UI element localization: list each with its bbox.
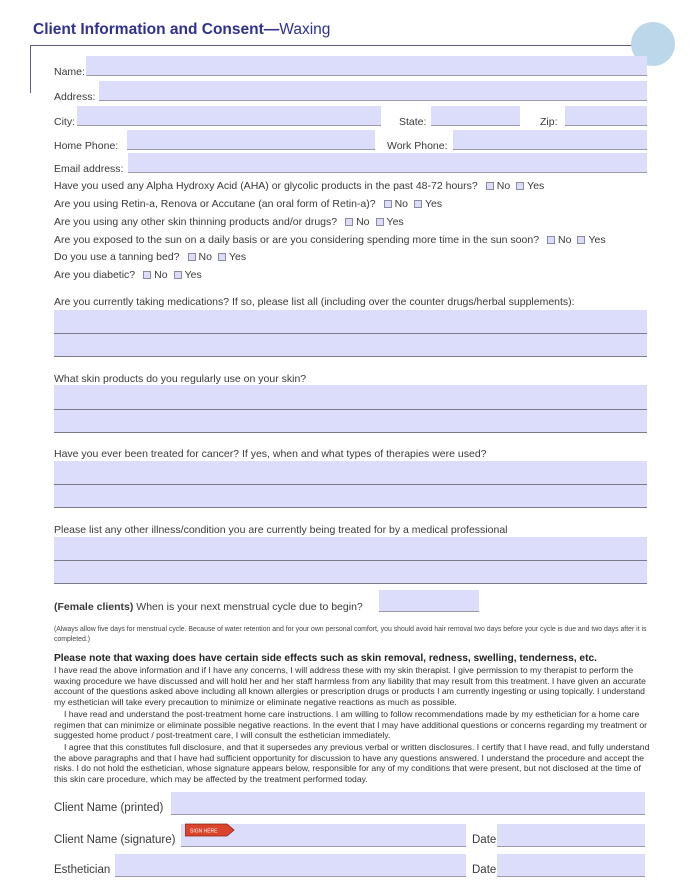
no-checkbox[interactable]	[345, 218, 353, 226]
question-retin-a	[54, 198, 446, 210]
yes-checkbox[interactable]	[516, 182, 524, 190]
illness-prompt: Please list any other illness/condition you are currently being treated for by a medical professional	[54, 524, 508, 536]
cancer-line-2	[54, 507, 647, 508]
illness-line-1	[54, 560, 647, 561]
female-clients-label	[54, 601, 363, 613]
home-phone-field[interactable]	[127, 130, 375, 150]
question-aha	[54, 180, 548, 192]
yes-label: Yes	[184, 269, 202, 281]
yes-checkbox[interactable]	[376, 218, 384, 226]
zip-label: Zip:	[540, 116, 558, 128]
no-label: No	[558, 234, 572, 246]
yes-label: Yes	[527, 180, 545, 192]
state-field[interactable]	[431, 106, 520, 126]
no-checkbox[interactable]	[143, 271, 151, 279]
question-text: Are you exposed to the sun on a daily basis or are you considering spending more time in the sun soon?	[54, 234, 540, 246]
female-clients-bold: (Female clients)	[54, 601, 134, 613]
zip-field[interactable]	[565, 106, 647, 126]
cancer-prompt: Have you ever been treated for cancer? If yes, when and what types of therapies were used?	[54, 448, 487, 460]
medications-line-2	[54, 356, 647, 357]
esthetician-field[interactable]	[115, 854, 466, 877]
form-title-sub: Waxing	[279, 21, 331, 38]
no-label: No	[154, 269, 168, 281]
medications-line-1	[54, 333, 647, 334]
name-field[interactable]	[86, 56, 647, 76]
yes-checkbox[interactable]	[218, 253, 226, 261]
consent-paragraph-3: I agree that this constitutes full disclosure, and that it supersedes any previous verbal or written disclosures. I certify that I have read, and fully understand the above paragraphs and that I have had sufficient opportunity for discussion to have any questions answered. I understand the procedure and accept the risks. I do not hold the esthetician, whose signature appears below, responsible for any of my conditions that were present, but not disclosed at the time of this skin care procedure, which may be affected by the treatment performed today.	[54, 742, 650, 784]
female-clients-question: When is your next menstrual cycle due to begin?	[136, 601, 363, 613]
sign-here-flag-icon	[185, 823, 235, 837]
skin-products-line-2	[54, 432, 647, 433]
no-label: No	[198, 251, 212, 263]
consent-paragraph-1: I have read the above information and if I have any concerns, I will address these with my skin therapist. I give permission to my therapist to perform the waxing procedure we have discussed and will hold her and her staff harmless from any liability that may result from this treatment. I have given an accurate account of the questions asked above including all known allergies or prescription drugs or products I am currently ingesting or using topically. I understand my esthetician will take every precaution to minimize or eliminate negative reactions as much as possible.	[54, 665, 646, 707]
title-underline	[30, 45, 650, 46]
form-title-main: Client Information and Consent	[33, 21, 264, 38]
title-corner-line	[30, 45, 31, 93]
name-label: Name:	[54, 66, 85, 78]
illness-line-2	[54, 583, 647, 584]
no-label: No	[356, 216, 370, 228]
cancer-line-1	[54, 484, 647, 485]
question-text: Are you diabetic?	[54, 269, 136, 281]
yes-label: Yes	[588, 234, 606, 246]
question-text: Are you using Retin-a, Renova or Accutane (an oral form of Retin-a)?	[54, 198, 376, 210]
yes-label: Yes	[386, 216, 404, 228]
yes-label: Yes	[425, 198, 443, 210]
yes-label: Yes	[228, 251, 247, 263]
state-label: State:	[399, 116, 427, 128]
form-title-dash: —	[263, 21, 280, 38]
client-date-label: Date	[472, 834, 497, 846]
esthetician-label: Esthetician	[54, 864, 111, 876]
yes-checkbox[interactable]	[414, 200, 422, 208]
question-text: Do you use a tanning bed?	[54, 251, 180, 263]
question-diabetic	[54, 269, 206, 281]
no-checkbox[interactable]	[486, 182, 494, 190]
question-text: Are you using any other skin thinning products and/or drugs?	[54, 216, 338, 228]
consent-paragraph-2: I have read and understand the post-treatment home care instructions. I am willing to follow recommendations made by my esthetician for a home care regimen that can minimize or eliminate possible negative reactions. In the event that I may have additional questions or concerns regarding my treatment or suggested home product / post-treatment care, I will consult the esthetician immediately.	[54, 709, 648, 741]
yes-checkbox[interactable]	[174, 271, 182, 279]
menstrual-cycle-field[interactable]	[379, 590, 479, 612]
form-title	[33, 21, 330, 39]
side-effects-warning: Please note that waxing does have certain side effects such as skin removal, redness, swelling, tenderness, etc.	[54, 653, 597, 664]
no-checkbox[interactable]	[384, 200, 392, 208]
client-printed-label: Client Name (printed)	[54, 802, 164, 814]
menstrual-note: (Always allow five days for menstrual cycle. Because of water retention and for your own personal comfort, you should avoid hair removal two days before your cycle is due and two days after it is completed.)	[54, 626, 647, 643]
no-checkbox[interactable]	[188, 253, 196, 261]
question-text: Have you used any Alpha Hydroxy Acid (AHA) or glycolic products in the past 48-72 hours?	[54, 180, 478, 192]
yes-checkbox[interactable]	[577, 236, 585, 244]
client-printed-field[interactable]	[171, 792, 645, 815]
work-phone-field[interactable]	[453, 130, 647, 150]
sign-here-text: SIGN HERE	[190, 828, 218, 835]
no-label: No	[496, 180, 511, 192]
question-tanning-bed	[54, 251, 250, 263]
question-skin-thinning	[54, 216, 408, 228]
home-phone-label: Home Phone:	[54, 140, 119, 152]
skin-products-prompt: What skin products do you regularly use on your skin?	[54, 373, 307, 385]
esthetician-date-label: Date	[472, 864, 497, 876]
medications-prompt: Are you currently taking medications? If so, please list all (including over the counter drugs/herbal supplements):	[54, 296, 575, 308]
address-label: Address:	[54, 91, 96, 103]
email-label: Email address:	[54, 163, 124, 175]
client-signature-label: Client Name (signature)	[54, 834, 176, 846]
no-checkbox[interactable]	[547, 236, 555, 244]
city-label: City:	[54, 116, 75, 128]
address-field[interactable]	[99, 81, 647, 101]
skin-products-line-1	[54, 409, 647, 410]
city-field[interactable]	[77, 106, 381, 126]
no-label: No	[394, 198, 409, 210]
client-date-field[interactable]	[497, 824, 645, 847]
work-phone-label: Work Phone:	[387, 140, 448, 152]
esthetician-date-field[interactable]	[497, 854, 645, 877]
question-sun-exposure	[54, 234, 610, 246]
email-field[interactable]	[128, 153, 647, 173]
